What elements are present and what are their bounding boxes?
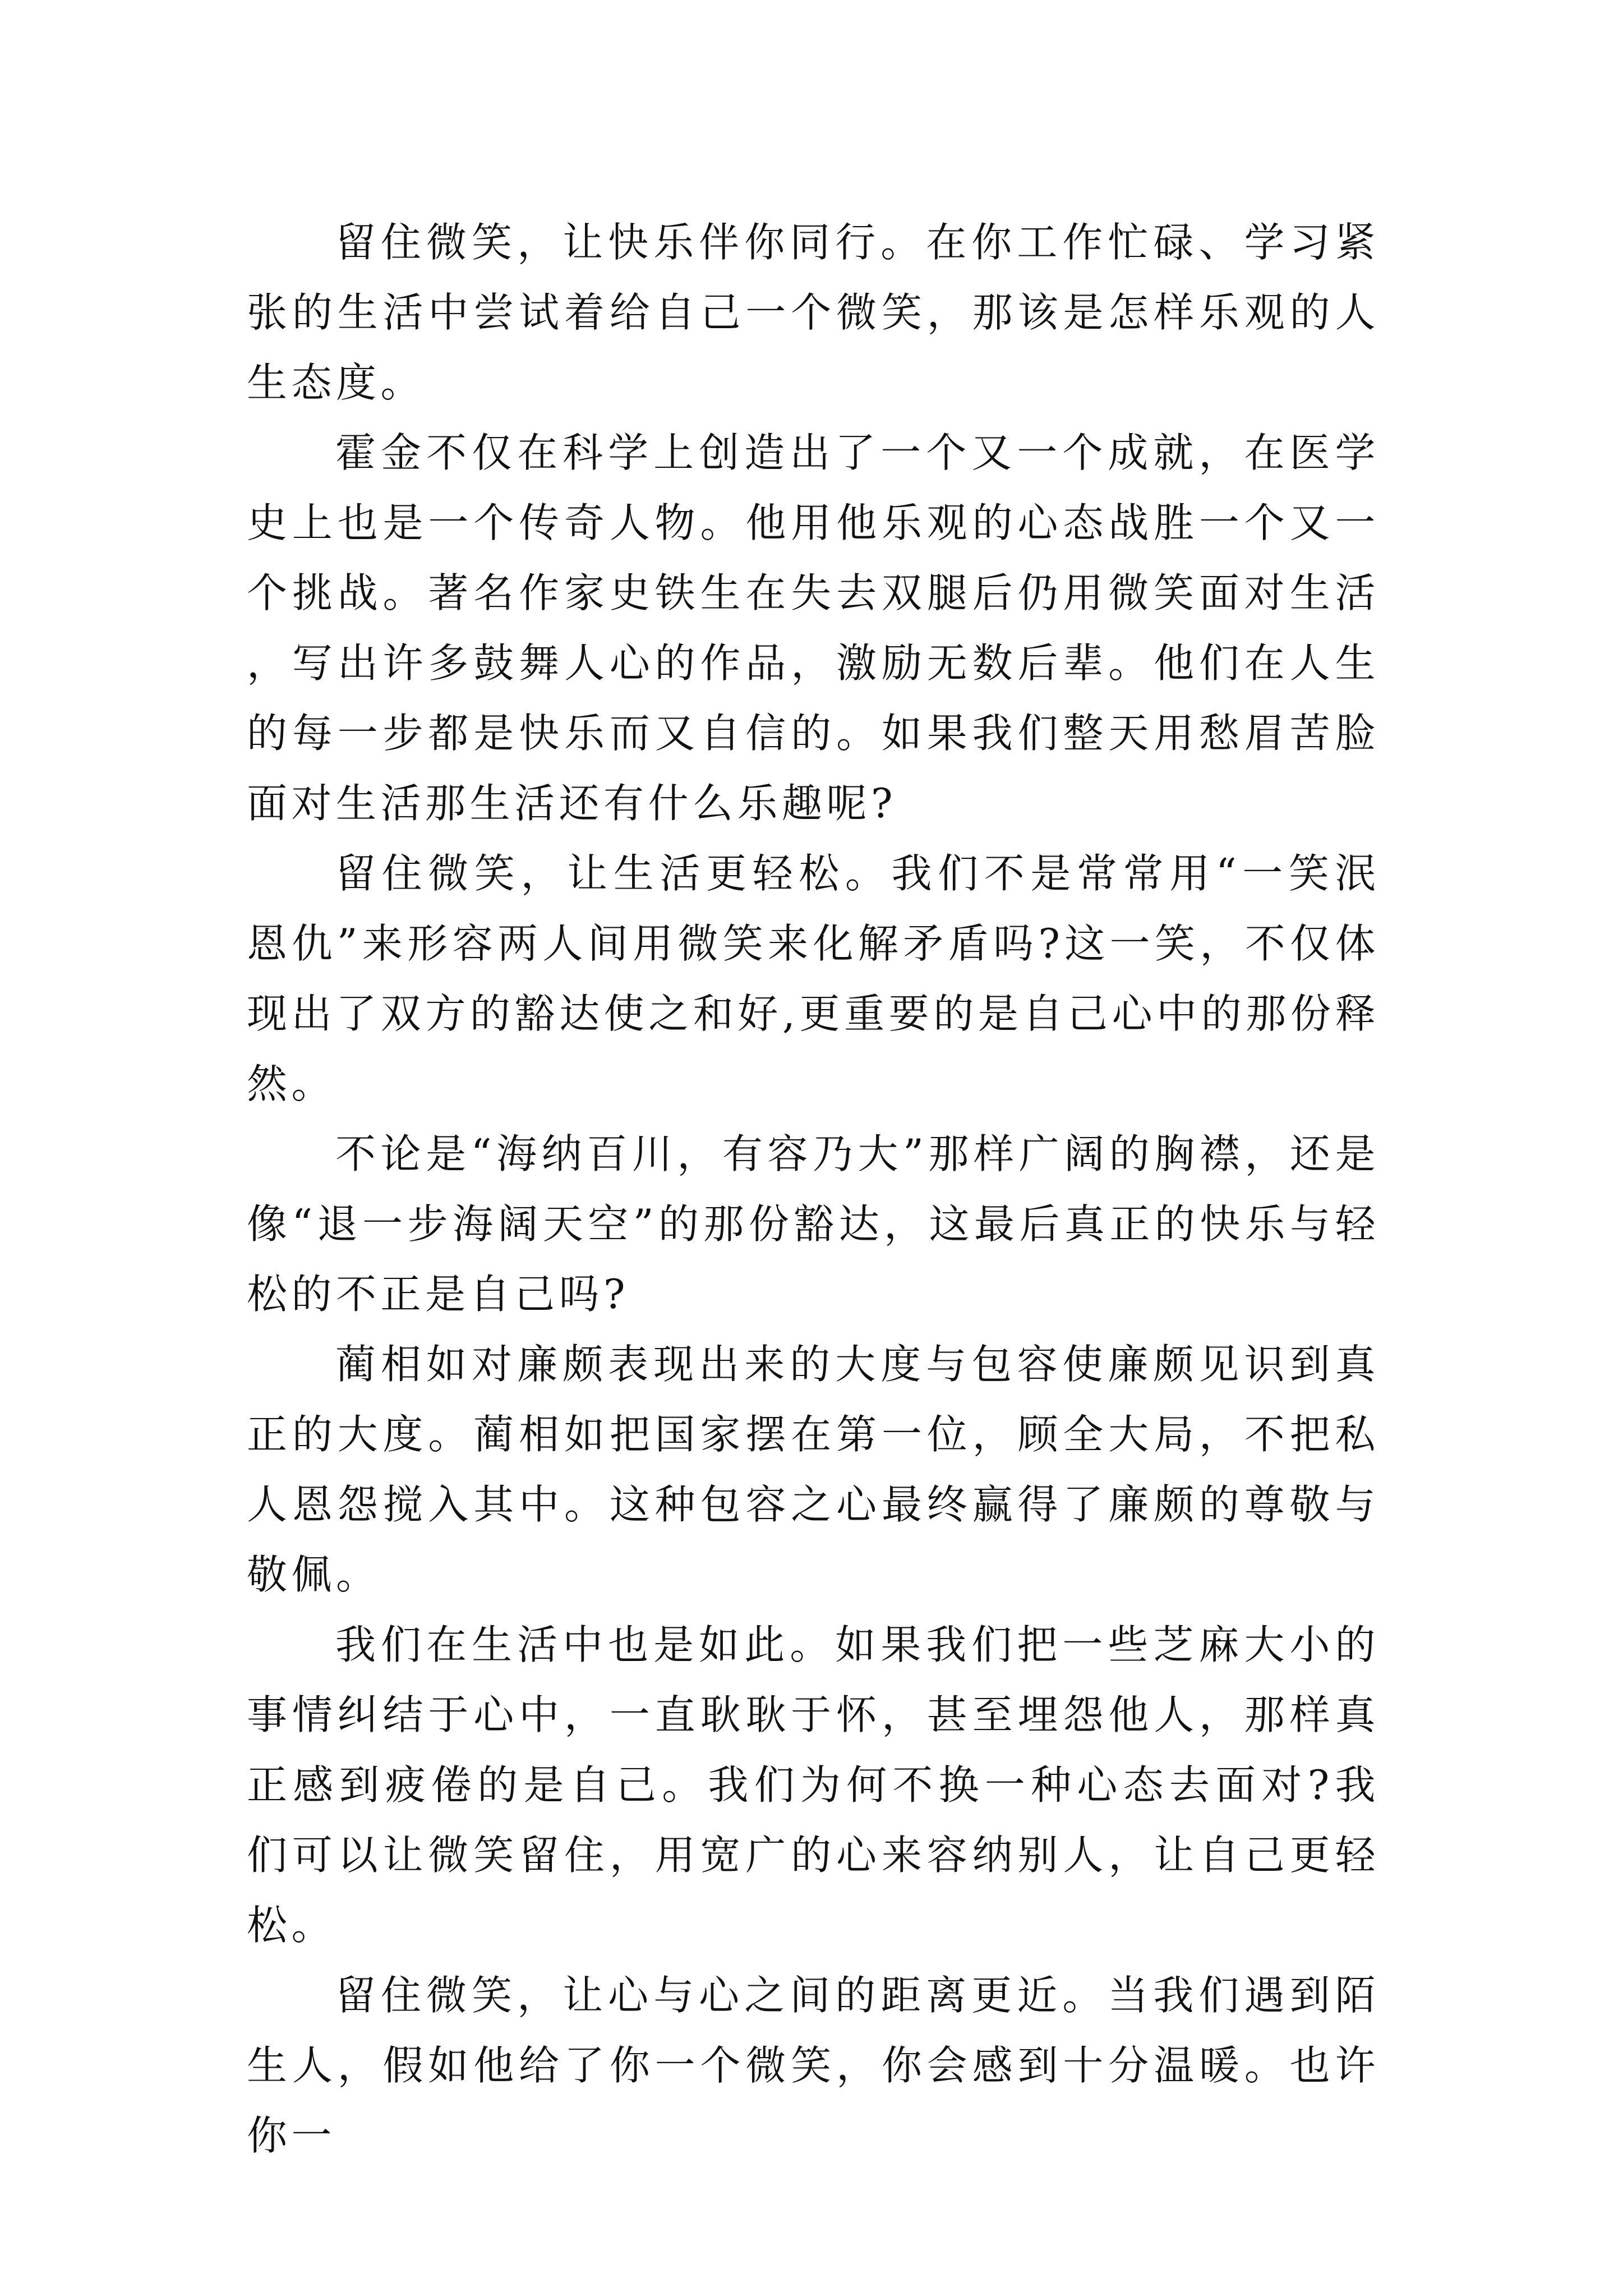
paragraph: 留住微笑，让生活更轻松。我们不是常常用“一笑泯恩仇”来形容两人间用微笑来化解矛盾吗?这一笑，不仅体现出了双方的豁达使之和好,更重要的是自己心中的那份释然。 [247,850,1380,1107]
paragraph: 不论是“海纳百川，有容乃大”那样广阔的胸襟，还是像“退一步海阔天空”的那份豁达，这最后真正的快乐与轻松的不正是自己吗? [247,1130,1380,1318]
paragraph: 留住微笑，让快乐伴你同行。在你工作忙碌、学习紧张的生活中尝试着给自己一个微笑，那该是怎样乐观的人生态度。 [247,219,1380,406]
paragraph: 留住微笑，让心与心之间的距离更近。当我们遇到陌生人，假如他给了你一个微笑，你会感到十分温暖。也许你一 [247,1972,1380,2159]
document-body [247,208,1380,2171]
paragraph: 霍金不仅在科学上创造出了一个又一个成就，在医学史上也是一个传奇人物。他用他乐观的心态战胜一个又一个挑战。著名作家史铁生在失去双腿后仍用微笑面对生活，写出许多鼓舞人心的作品，激励无数后辈。他们在人生的每一步都是快乐而又自信的。如果我们整天用愁眉苦脸面对生活那生活还有什么乐趣呢? [247,429,1380,827]
paragraph: 蔺相如对廉颇表现出来的大度与包容使廉颇见识到真正的大度。蔺相如把国家摆在第一位，顾全大局，不把私人恩怨搅入其中。这种包容之心最终赢得了廉颇的尊敬与敬佩。 [247,1341,1380,1598]
paragraph: 我们在生活中也是如此。如果我们把一些芝麻大小的事情纠结于心中，一直耿耿于怀，甚至埋怨他人，那样真正感到疲倦的是自己。我们为何不换一种心态去面对?我们可以让微笑留住，用宽广的心来容纳别人，让自己更轻松。 [247,1621,1380,1949]
